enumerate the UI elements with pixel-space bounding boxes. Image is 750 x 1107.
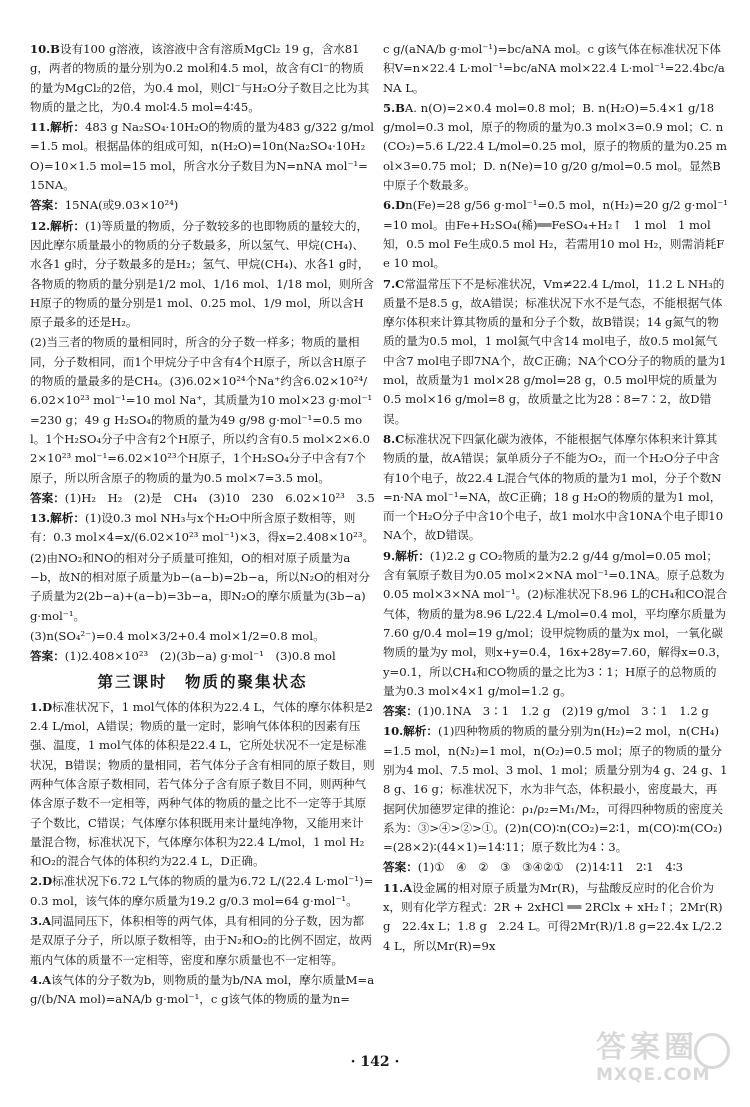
solution-item xyxy=(30,627,375,646)
solution-item xyxy=(30,333,375,487)
item-text: 标准状况下6.72 L气体的物质的量为6.72 L/(22.4 L·mol⁻¹)=0.3 mol，该气体的摩尔质量为19.2 g/0.3 mol=64 g·mol⁻¹。 xyxy=(30,874,374,908)
item-lead: 7.C xyxy=(383,276,405,291)
item-text: (2)当三者的物质的量相同时，所含的分子数一样多；物质的量相同，分子数相同，而1个甲烷分子中含有4个H原子，所以含H原子的物质的量最多的是CH₄。(3)6.02×10²⁴个Na⁺约含6.02×10²⁴/6.02×10²³ mol⁻¹=10 mol Na⁺，其质量为10 mol×23 g·mol⁻¹=230 g；49 g H₂SO₄的物质的量为49 g/98 g·mol⁻¹=0.5 mol。1个H₂SO₄分子中含有2个H原子，所以约含有0.5 mol×2×6.02×10²³ mol⁻¹=6.02×10²³个H原子，1个H₂SO₄分子中含有7个原子，所以所含原子的物质的量为0.5 mol×7=3.5 mol。 xyxy=(30,335,373,485)
solution-item xyxy=(30,217,375,333)
item-lead: 10.B xyxy=(30,42,60,56)
section-title: 第三课时 物质的聚集状态 xyxy=(97,672,308,691)
item-lead: 10.解析： xyxy=(383,724,438,739)
right-column xyxy=(383,40,728,957)
item-text: (1)0.1NA 3∶1 1.2 g (2)19 g/mol 3∶1 1.2 g xyxy=(417,704,709,719)
watermark-badge-icon xyxy=(694,1033,730,1069)
item-text: (1)H₂ H₂ (2)是 CH₄ (3)10 230 6.02×10²³ 3.5 xyxy=(64,490,375,505)
item-text: 标准状况下四氯化碳为液体，不能根据气体摩尔体积来计算其物质的量，故A错误；氯单质分子不能为O₂，而一个H₂O分子中含有10个电子，故22.4 L混合气体的物质的量为1 mol，分子个数N=n·NA mol⁻¹=NA，故C正确；18 g H₂O的物质的量为1 mol，而一个H₂O分子中含10个电子，故1 mol水中含10NA个电子即10NA个，故D错误。 xyxy=(383,431,724,543)
item-text: 该气体的分子数为b，则物质的量为b/NA mol，摩尔质量M=a g/(b/NA mol)=aNA/b g·mol⁻¹，c g该气体的物质的量为n= xyxy=(30,972,375,1007)
item-lead: 答案： xyxy=(30,490,65,505)
item-text: 标准状况下，1 mol气体的体积为22.4 L，气体的摩尔体积是22.4 L/mol，A错误；物质的量一定时，影响气体体积的因素有压强、温度，1 mol气体的体积是22.4 L，它所处状况不一定是标准状况，B错误；物质的量相同，若气体分子含有相同的原子数目，则两种气体含原子数相同，若气体分子含有原子数目不同，则两种气体含原子数不一定相等，两种气体的物质的量之比不一定等于其原子个数比，C错误；气体摩尔体积既用来计量纯净物，又能用来计量混合物，标准状况下，气体摩尔体积为22.4 L/mol，1 mol H₂和O₂的混合气体的体积约为22.4 L，D正确。 xyxy=(30,699,375,869)
item-lead: 3.A xyxy=(30,914,52,929)
solution-item xyxy=(30,872,375,911)
solution-item xyxy=(383,99,728,195)
solution-item xyxy=(30,509,375,548)
solution-item xyxy=(383,702,728,721)
solution-item xyxy=(383,275,728,429)
item-lead: 9.解析： xyxy=(383,548,430,563)
item-text: (1)2.2 g CO₂物质的量为2.2 g/44 g/mol=0.05 mol；含有氧原子数目为0.05 mol×2×NA mol⁻¹=0.1NA。原子总数为0.05 mol×3×NA mol⁻¹。(2)标准状况下8.96 L的CH₄和CO混合气体，物质的量为8.96 L/22.4 L/mol=0.4 mol，平均摩尔质量为7.60 g/0.4 mol=19 g/mol；设甲烷物质的量为x mol，一氧化碳物质的量为y mol，则x+y=0.4，16x+28y=7.60，解得x=0.3，y=0.1，所以CH₄和CO物质的量之比为3∶1；H原子的总物质的量为0.3 mol×4×1 g/mol=1.2 g。 xyxy=(383,548,728,698)
item-text: (2)由NO₂和NO的相对分子质量可推知，O的相对原子质量为a−b，故N的相对原子质量为b−(a−b)=2b−a，所以N₂O的相对分子质量为2(2b−a)+(a−b)=3b−a，即N₂O的摩尔质量为(3b−a) g·mol⁻¹。 xyxy=(30,550,371,623)
solution-item xyxy=(30,40,375,117)
solution-item xyxy=(30,489,375,508)
solution-item xyxy=(30,698,375,872)
item-text: 设有100 g溶液，该溶液中含有溶质MgCl₂ 19 g，含水81 g，两者的物质的量分别为0.2 mol和4.5 mol，故含有Cl⁻的物质的量为MgCl₂的2倍，为0.4 mol，则Cl⁻与H₂O分子数目之比为其物质的量之比，为0.4 mol∶4.5 mol=4∶45。 xyxy=(30,42,370,114)
solution-item xyxy=(383,40,728,98)
watermark-line2: MXQE.COM xyxy=(596,1065,711,1085)
solution-item xyxy=(30,549,375,626)
item-lead: 4.A xyxy=(30,972,52,987)
solution-item xyxy=(383,879,728,956)
item-lead: 答案： xyxy=(30,649,65,664)
solution-item xyxy=(30,971,375,1010)
solution-item xyxy=(30,118,375,195)
solution-item xyxy=(30,647,375,666)
solution-item xyxy=(383,547,728,701)
item-lead: 答案： xyxy=(383,704,418,719)
solution-item xyxy=(30,196,375,215)
item-text: 设金属的相对原子质量为Mr(R)，与盐酸反应时的化合价为x，则有化学方程式：2R + 2xHCl ══ 2RClx + xH₂↑；2Mr(R) g 22.4x L；1.8 g 2.24 L。可得2Mr(R)/1.8 g=22.4x L/2.24 L，所以Mr(R)=9x xyxy=(383,880,723,953)
item-lead: 2.D xyxy=(30,874,53,889)
solution-item xyxy=(383,722,728,857)
item-lead: 1.D xyxy=(30,699,53,714)
item-text: (1)2.408×10²³ (2)(3b−a) g·mol⁻¹ (3)0.8 mol xyxy=(64,649,336,664)
solution-item xyxy=(30,912,375,970)
left-column xyxy=(30,40,375,1011)
item-lead: 8.C xyxy=(383,431,405,446)
item-text: (1)① ④ ② ③ ③④②① (2)14∶11 2∶1 4∶3 xyxy=(417,860,684,875)
item-text: (1)等质量的物质，分子数较多的也即物质的量较大的，因此摩尔质量最小的物质的分子数最多，所以氢气、甲烷(CH₄)、水各1 g时，分子数最多的是H₂；氢气、甲烷(CH₄)、水各1 g时，各物质的物质的量分别是1/2 mol、1/16 mol、1/18 mol，则所含H原子的物质的量分别是1 mol、0.25 mol、1/9 mol，所以含H原子最多的还是H₂。 xyxy=(30,218,374,330)
item-text: 483 g Na₂SO₄·10H₂O的物质的量为483 g/322 g/mol=1.5 mol。根据晶体的组成可知，n(H₂O)=10n(Na₂SO₄·10H₂O)=10×1.5 mol=15 mol，所含水分子数目为N=nNA mol⁻¹=15NA。 xyxy=(30,120,374,193)
watermark-line1: 答案圈 xyxy=(596,1030,698,1065)
left-items-before xyxy=(30,40,375,667)
item-lead: 13.解析： xyxy=(30,511,85,526)
item-text: (1)四种物质的物质的量分别为n(H₂)=2 mol，n(CH₄)=1.5 mol，n(N₂)=1 mol，n(O₂)=0.5 mol；原子的物质的量分别为4 mol、7.5 mol、3 mol、1 mol；质量分别为4 g、24 g、18 g、16 g；标准状况下，水为非气态，体积最小，密度最大，再据阿伏加德罗定律的推论：ρ₁/ρ₂=M₁/M₂，可得四种物质的密度关系为：③>④>②>①。(2)n(CO)∶n(CO₂)=2∶1，m(CO)∶m(CO₂)=(28×2)∶(44×1)=14∶11；原子数比为4∶3。 xyxy=(383,724,728,855)
item-lead: 12.解析： xyxy=(30,218,85,233)
item-lead: 答案： xyxy=(30,198,65,213)
item-text: 同温同压下，体积相等的两气体，具有相同的分子数，因为都是双原子分子，所以原子数相等，由于N₂和O₂的比例不固定，故两瓶内气体的质量不一定相等，密度和摩尔质量也不一定相等。 xyxy=(30,914,372,967)
item-text: 常温常压下不是标准状况，Vm≠22.4 L/mol，11.2 L NH₃的质量不是8.5 g，故A错误；标准状况下水不是气态，不能根据气体摩尔体积来计算其物质的量和分子个数，故B错误；14 g氮气的物质的量为0.5 mol，1 mol氮气中含14 mol电子，故0.5 mol氮气中含7 mol电子即7NA个，故C正确；NA个CO分子的物质的量为1 mol，故质量为1 mol×28 g/mol=28 g，0.5 mol甲烷的质量为0.5 mol×16 g/mol=8 g，故质量之比为28∶8=7∶2，故D错误。 xyxy=(383,276,727,426)
item-text: (1)设0.3 mol NH₃与x个H₂O中所含原子数相等，则有：0.3 mol×4=x/(6.02×10²³ mol⁻¹)×3，得x=2.408×10²³。 xyxy=(30,511,375,545)
item-text: 15NA(或9.03×10²⁴) xyxy=(64,198,179,213)
watermark-logo xyxy=(596,1031,736,1093)
item-text: A. n(O)=2×0.4 mol=0.8 mol；B. n(H₂O)=5.4×1 g/18 g/mol=0.3 mol，原子的物质的量为0.3 mol×3=0.9 mol；C. n(CO₂)=5.6 L/22.4 L/mol=0.25 mol，原子的物质的量为0.25 mol×3=0.75 mol；D. n(Ne)=10 g/20 g/mol=0.5 mol。显然B中原子个数最多。 xyxy=(383,100,728,193)
item-text: n(Fe)=28 g/56 g·mol⁻¹=0.5 mol，n(H₂)=20 g/2 g·mol⁻¹=10 mol。由Fe+H₂SO₄(稀)══FeSO₄+H₂↑ 1 mol 1 mol 知，0.5 mol Fe生成0.5 mol H₂，若需用10 mol H₂，则需消耗Fe 10 mol。 xyxy=(383,198,728,271)
item-text: (3)n(SO₄²⁻)=0.4 mol×3/2+0.4 mol×1/2=0.8 mol。 xyxy=(30,628,325,643)
item-lead: 答案： xyxy=(383,860,418,875)
item-lead: 6.D xyxy=(383,198,406,213)
item-lead: 11.A xyxy=(383,880,413,895)
solution-item xyxy=(383,858,728,877)
left-items-after xyxy=(30,698,375,1010)
item-lead: 11.解析： xyxy=(30,120,85,135)
solution-item xyxy=(383,430,728,546)
item-lead: 5.B xyxy=(383,100,405,115)
item-text: c g/(aNA/b g·mol⁻¹)=bc/aNA mol。c g该气体在标准状况下体积V=n×22.4 L·mol⁻¹=bc/aNA mol×22.4 L·mol⁻¹=22.4bc/aNA L。 xyxy=(383,42,725,95)
solution-item xyxy=(383,196,728,273)
page-number: · 142 · xyxy=(350,1054,400,1070)
